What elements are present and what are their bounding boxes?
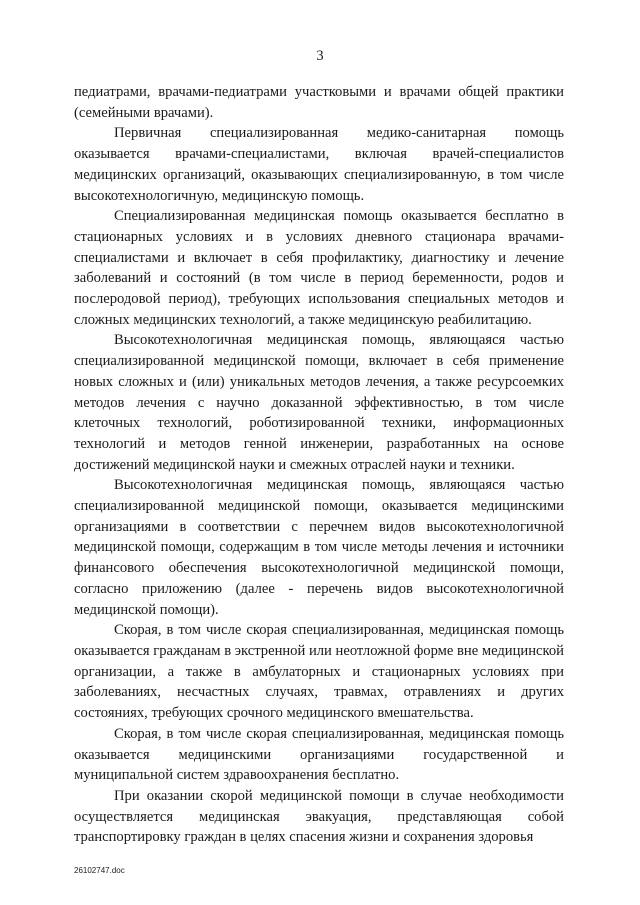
page-number: 3 [316, 48, 324, 64]
paragraph-high-tech-care-definition: Высокотехнологичная медицинская помощь, являющаяся частью специализированной медицинской помощи, включает в себя применение новых сложных и (или) уникальных методов лечения, а также ресурсоемких методов лечения с научно доказанной эффективностью, в том числе клеточных технологий, роботизированной техники, информационных технологий и методов генной инженерии, разработанных на основе достижений медицинской науки и смежных отраслей науки и техники. [74, 332, 564, 473]
document-body [74, 82, 564, 848]
paragraph-medical-evacuation: При оказании скорой медицинской помощи в случае необходимости осуществляется медицинская эвакуация, представляющая собой транспортировку граждан в целях спасения жизни и сохранения здоровья [74, 787, 564, 846]
paragraph-emergency-care: Скорая, в том числе скорая специализированная, медицинская помощь оказывается гражданам в экстренной или неотложной форме вне медицинской организации, а также в амбулаторных и стационарных условиях при заболеваниях, несчастных случаях, травмах, отравлениях и других состояниях, требующих срочного медицинского вмешательства. [74, 622, 564, 722]
paragraph-specialized-care: Специализированная медицинская помощь оказывается бесплатно в стационарных условиях и в условиях дневного стационара врачами-специалистами и включает в себя профилактику, диагностику и лечение заболеваний и состояний (в том числе в период беременности, родов и послеродовой период), требующих использования специальных методов и сложных медицинских технологий, а также медицинскую реабилитацию. [74, 208, 564, 328]
paragraph-high-tech-care-provision: Высокотехнологичная медицинская помощь, являющаяся частью специализированной медицинской помощи, оказывается медицинскими организациями в соответствии с перечнем видов высокотехнологичной медицинской помощи, содержащим в том числе методы лечения и источники финансового обеспечения высокотехнологичной медицинской помощи, согласно приложению (далее - перечень видов высокотехнологичной медицинской помощи). [74, 477, 564, 618]
paragraph-primary-specialized-care: Первичная специализированная медико-санитарная помощь оказывается врачами-специалистами, включая врачей-специалистов медицинских организаций, оказывающих специализированную, в том числе высокотехнологичную, медицинскую помощь. [74, 125, 564, 204]
paragraph-continuation: педиатрами, врачами-педиатрами участковыми и врачами общей практики (семейными врачами). [74, 84, 564, 121]
paragraph-emergency-care-free: Скорая, в том числе скорая специализированная, медицинская помощь оказывается медицинскими организациями государственной и муниципальной систем здравоохранения бесплатно. [74, 725, 564, 784]
footer-filename: 26102747.doc [74, 866, 125, 875]
